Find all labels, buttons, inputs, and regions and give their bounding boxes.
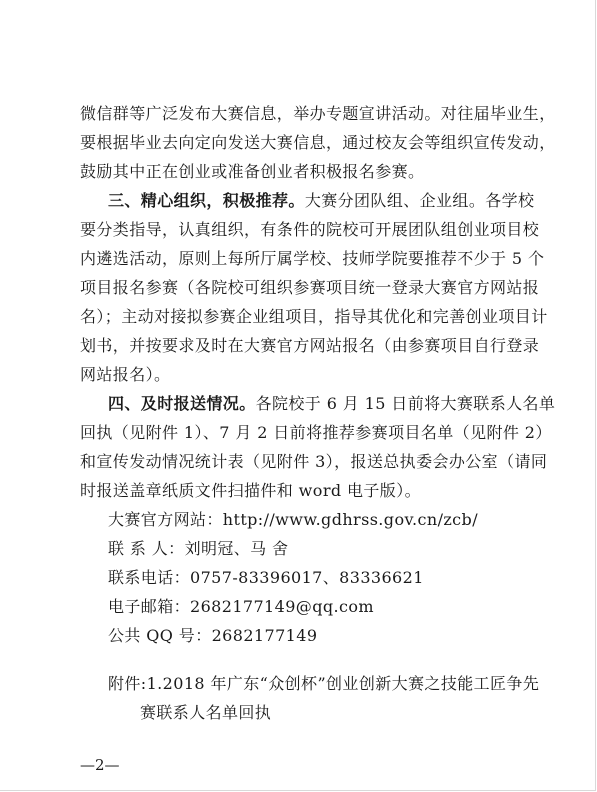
contact-phone: 联系电话：0757-83396017、83336621: [108, 568, 424, 587]
paragraph-line: 内遴选活动，原则上每所厅属学校、技师学院要推荐不少于 5 个: [80, 249, 545, 268]
paragraph-line: 项目报名参赛（各院校可组织参赛项目统一登录大赛官方网站报: [80, 278, 540, 297]
paragraph-line: 要根据毕业去向定向发送大赛信息，通过校友会等组织宣传发动，: [80, 133, 556, 152]
attachment-line: 赛联系人名单回执: [140, 703, 272, 722]
contact-qq: 公共 QQ 号：2682177149: [108, 626, 318, 645]
paragraph-line: 鼓励其中正在创业或准备创业者积极报名参赛。: [80, 162, 425, 181]
paragraph-line: 和宣传发动情况统计表（见附件 3），报送总执委会办公室（请同: [80, 452, 548, 471]
paragraph-text: 各院校于 6 月 15 日前将大赛联系人名单: [255, 394, 556, 413]
paragraph-text: 大赛分团队组、企业组。各学校: [304, 191, 535, 210]
section-four-first-line: [108, 394, 555, 414]
contact-person: 联 系 人：刘明冠、马 舍: [108, 539, 289, 558]
contact-website: 大赛官方网站：http://www.gdhrss.gov.cn/zcb/: [108, 510, 478, 529]
section-heading: 三、精心组织，积极推荐。: [108, 191, 305, 210]
section-heading: 四、及时报送情况。: [108, 394, 256, 413]
paragraph-line: 划书，并按要求及时在大赛官方网站报名（由参赛项目自行登录: [80, 336, 540, 355]
attachment-line: 附件:1.2018 年广东“众创杯”创业创新大赛之技能工匠争先: [108, 674, 540, 693]
paragraph-line: 网站报名）。: [80, 365, 171, 384]
paragraph-line: 要分类指导，认真组织，有条件的院校可开展团队组创业项目校: [80, 220, 540, 239]
contact-email: 电子邮箱：2682177149@qq.com: [108, 597, 374, 616]
paragraph-line: 时报送盖章纸质文件扫描件和 word 电子版）。: [80, 481, 421, 500]
paragraph-line: 微信群等广泛发布大赛信息，举办专题宣讲活动。对往届毕业生，: [80, 104, 556, 123]
paragraph-line: 回执（见附件 1）、7 月 2 日前将推荐参赛项目名单（见附件 2）: [80, 423, 552, 442]
page-number: —2—: [80, 756, 120, 774]
section-three-first-line: [108, 191, 534, 211]
paragraph-line: 名）；主动对接拟参赛企业组项目，指导其优化和完善创业项目计: [80, 307, 548, 326]
